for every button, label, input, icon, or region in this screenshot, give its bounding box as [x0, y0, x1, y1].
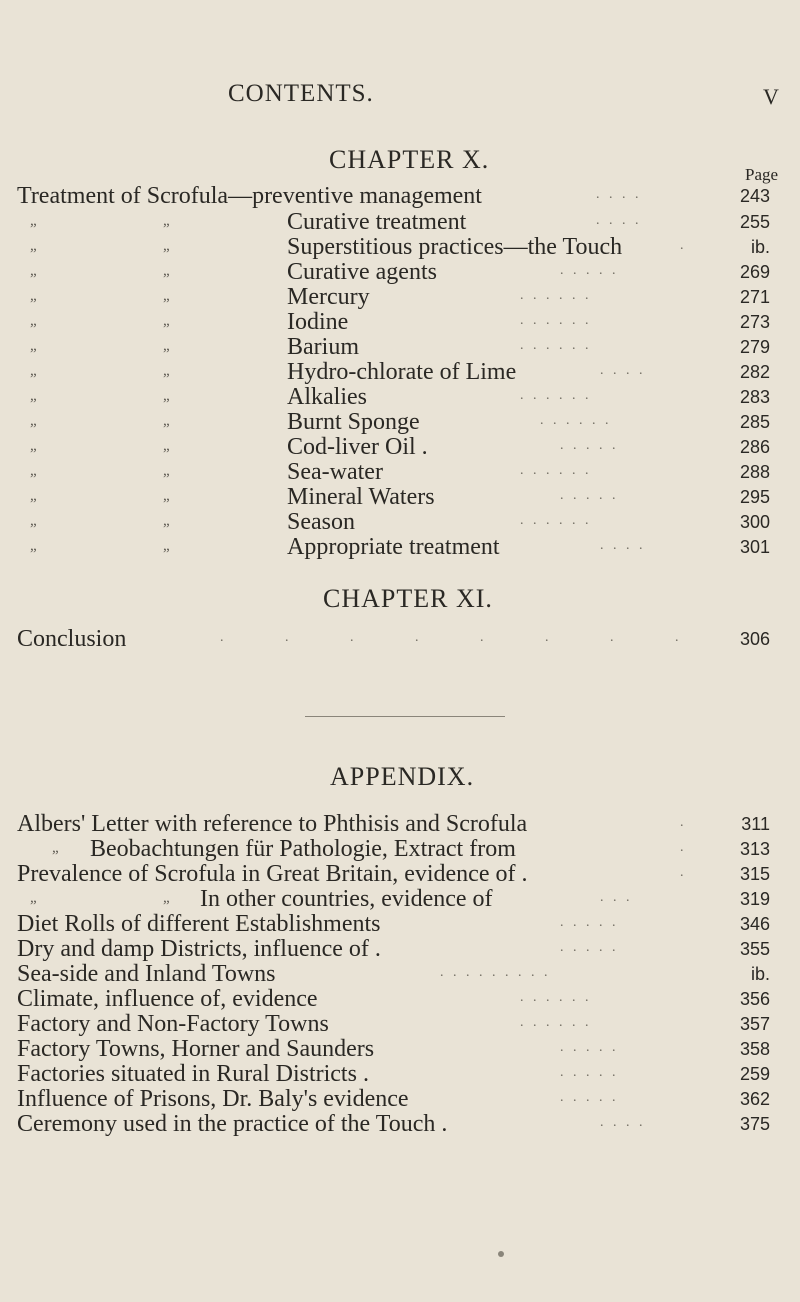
- ditto-mark: „: [30, 890, 37, 906]
- ditto-mark: „: [30, 263, 37, 279]
- ditto-mark: „: [30, 538, 37, 554]
- leader-dots: . . . . . .: [520, 1015, 592, 1030]
- toc-entry-text: Ceremony used in the practice of the Touch .: [17, 1111, 448, 1137]
- toc-entry-text: Iodine: [287, 309, 349, 335]
- toc-entry-text: Beobachtungen für Pathologie, Extract from: [90, 836, 516, 862]
- toc-entry-page: ib.: [750, 964, 770, 984]
- toc-entry-text: Sea-water: [287, 459, 383, 485]
- toc-entry-page: 355: [739, 939, 770, 959]
- toc-entry-page: ib.: [750, 237, 770, 257]
- leader-dots: .: [680, 238, 687, 253]
- toc-entry-text: In other countries, evidence of: [200, 886, 493, 912]
- toc-entry-text: Influence of Prisons, Dr. Baly's evidence: [17, 1086, 409, 1112]
- toc-entry-page: 356: [739, 989, 770, 1009]
- toc-entry-page: 357: [739, 1014, 770, 1034]
- toc-entry-page: 346: [739, 914, 770, 934]
- leader-dots: . . . . . .: [520, 990, 592, 1005]
- ditto-mark: „: [30, 513, 37, 529]
- toc-entry-text: Diet Rolls of different Establishments: [17, 911, 381, 937]
- leader-dots: .: [680, 840, 687, 855]
- leader-dots: . . . . . .: [520, 388, 592, 403]
- toc-entry-page: 313: [739, 839, 770, 859]
- toc-entry-page: 362: [739, 1089, 770, 1109]
- ditto-mark: „: [163, 213, 170, 229]
- leader-dots: . . . .: [596, 213, 642, 228]
- toc-entry-text: Barium: [287, 334, 359, 360]
- toc-entry-page: 300: [739, 512, 770, 532]
- ditto-mark: „: [30, 313, 37, 329]
- toc-entry-text: Treatment of Scrofula—preventive management: [17, 183, 482, 209]
- leader-dots: . . . . . .: [520, 338, 592, 353]
- ditto-mark: „: [163, 413, 170, 429]
- leader-dots: . . . . .: [560, 263, 619, 278]
- toc-entry-page: 315: [739, 864, 770, 884]
- ditto-mark: „: [30, 388, 37, 404]
- ditto-mark: „: [163, 288, 170, 304]
- leader-dots: . . . . .: [560, 488, 619, 503]
- toc-entry-page: 269: [739, 262, 770, 282]
- toc-entry-page: 295: [739, 487, 770, 507]
- toc-entry-text: Factory and Non-Factory Towns: [17, 1011, 329, 1037]
- leader-dots: . . . . . .: [520, 288, 592, 303]
- ditto-mark: „: [163, 890, 170, 906]
- toc-entry-page: 255: [739, 212, 770, 232]
- leader-dots: . . . . . . . . .: [440, 965, 551, 980]
- toc-entry-page: 279: [739, 337, 770, 357]
- ditto-mark: „: [163, 388, 170, 404]
- toc-entry-text: Curative agents: [287, 259, 437, 285]
- leader-dots: . . . . . .: [540, 413, 612, 428]
- toc-entry-text: Alkalies: [287, 384, 367, 410]
- ditto-mark: „: [30, 363, 37, 379]
- toc-entry-text: Conclusion: [17, 626, 127, 652]
- ditto-mark: „: [30, 463, 37, 479]
- leader-dots: . . . . . . . .: [220, 630, 682, 645]
- appendix-heading: APPENDIX.: [330, 762, 475, 791]
- leader-dots: . . . .: [596, 187, 642, 202]
- leader-dots: . . . . . .: [520, 313, 592, 328]
- ditto-mark: „: [30, 438, 37, 454]
- ditto-mark: „: [52, 840, 59, 856]
- leader-dots: . . . . .: [560, 1065, 619, 1080]
- toc-entry-page: 311: [741, 814, 770, 834]
- leader-dots: . . . . .: [560, 915, 619, 930]
- leader-dots: . . . . .: [560, 940, 619, 955]
- toc-entry-text: Factory Towns, Horner and Saunders: [17, 1036, 375, 1062]
- ditto-mark: „: [30, 488, 37, 504]
- ditto-mark: „: [30, 213, 37, 229]
- leader-dots: .: [680, 865, 687, 880]
- toc-entry-text: Hydro-chlorate of Lime: [287, 359, 517, 385]
- page-column-label: Page: [745, 165, 779, 184]
- toc-entry-page: 286: [739, 437, 770, 457]
- ditto-mark: „: [163, 538, 170, 554]
- toc-entry-text: Climate, influence of, evidence: [17, 986, 318, 1012]
- leader-dots: . . . . . .: [520, 463, 592, 478]
- leader-dots: . . . .: [600, 538, 646, 553]
- toc-entry-text: Albers' Letter with reference to Phthisis and Scrofula: [17, 811, 528, 837]
- toc-entry-page: 319: [739, 889, 770, 909]
- toc-entry-text: Mercury: [287, 284, 370, 310]
- ditto-mark: „: [30, 238, 37, 254]
- ditto-mark: „: [163, 338, 170, 354]
- toc-entry-page: 282: [739, 362, 770, 382]
- ditto-mark: „: [30, 338, 37, 354]
- toc-entry-text: Cod-liver Oil .: [287, 434, 428, 460]
- ditto-mark: „: [163, 238, 170, 254]
- leader-dots: . . . . .: [560, 438, 619, 453]
- toc-entry-text: Appropriate treatment: [287, 534, 500, 560]
- toc-entry-text: Prevalence of Scrofula in Great Britain, evidence of .: [17, 861, 528, 887]
- ditto-mark: „: [163, 488, 170, 504]
- leader-dots: . . . . . .: [520, 513, 592, 528]
- leader-dots: . . . . .: [560, 1090, 619, 1105]
- ditto-mark: „: [30, 413, 37, 429]
- toc-entry-text: Season: [287, 509, 355, 535]
- toc-entry-text: Sea-side and Inland Towns: [17, 961, 276, 987]
- toc-entry-page: 283: [739, 387, 770, 407]
- toc-entry-text: Superstitious practices—the Touch: [287, 234, 623, 260]
- chapter-x-heading: CHAPTER X.: [329, 145, 490, 174]
- toc-entry-page: 375: [739, 1114, 770, 1134]
- ditto-mark: „: [30, 288, 37, 304]
- ditto-mark: „: [163, 513, 170, 529]
- toc-entry-page: 259: [739, 1064, 770, 1084]
- section-divider: [305, 716, 505, 717]
- toc-entry-page: 271: [739, 287, 770, 307]
- leader-dots: . . . .: [600, 1115, 646, 1130]
- toc-entry-text: Mineral Waters: [287, 484, 435, 510]
- ditto-mark: „: [163, 363, 170, 379]
- toc-entry-text: Dry and damp Districts, influence of .: [17, 936, 381, 962]
- ditto-mark: „: [163, 463, 170, 479]
- chapter-xi-heading: CHAPTER XI.: [323, 584, 493, 613]
- toc-entry-page: 306: [739, 629, 770, 649]
- page-folio: V: [763, 84, 779, 109]
- toc-entry-page: 285: [739, 412, 770, 432]
- leader-dots: . . . .: [600, 363, 646, 378]
- toc-entry-text: Burnt Sponge: [287, 409, 420, 435]
- toc-entry-page: 301: [739, 537, 770, 557]
- ditto-mark: „: [163, 438, 170, 454]
- toc-entry-text: Factories situated in Rural Districts .: [17, 1061, 369, 1087]
- toc-entry-page: 243: [739, 186, 770, 206]
- leader-dots: .: [680, 815, 687, 830]
- ditto-mark: „: [163, 263, 170, 279]
- ink-speck: [498, 1251, 504, 1257]
- toc-entry-page: 358: [739, 1039, 770, 1059]
- toc-entry-page: 273: [739, 312, 770, 332]
- leader-dots: . . .: [600, 890, 633, 905]
- running-title: CONTENTS.: [228, 80, 374, 107]
- toc-entry-page: 288: [739, 462, 770, 482]
- toc-entry-text: Curative treatment: [287, 209, 467, 235]
- leader-dots: . . . . .: [560, 1040, 619, 1055]
- ditto-mark: „: [163, 313, 170, 329]
